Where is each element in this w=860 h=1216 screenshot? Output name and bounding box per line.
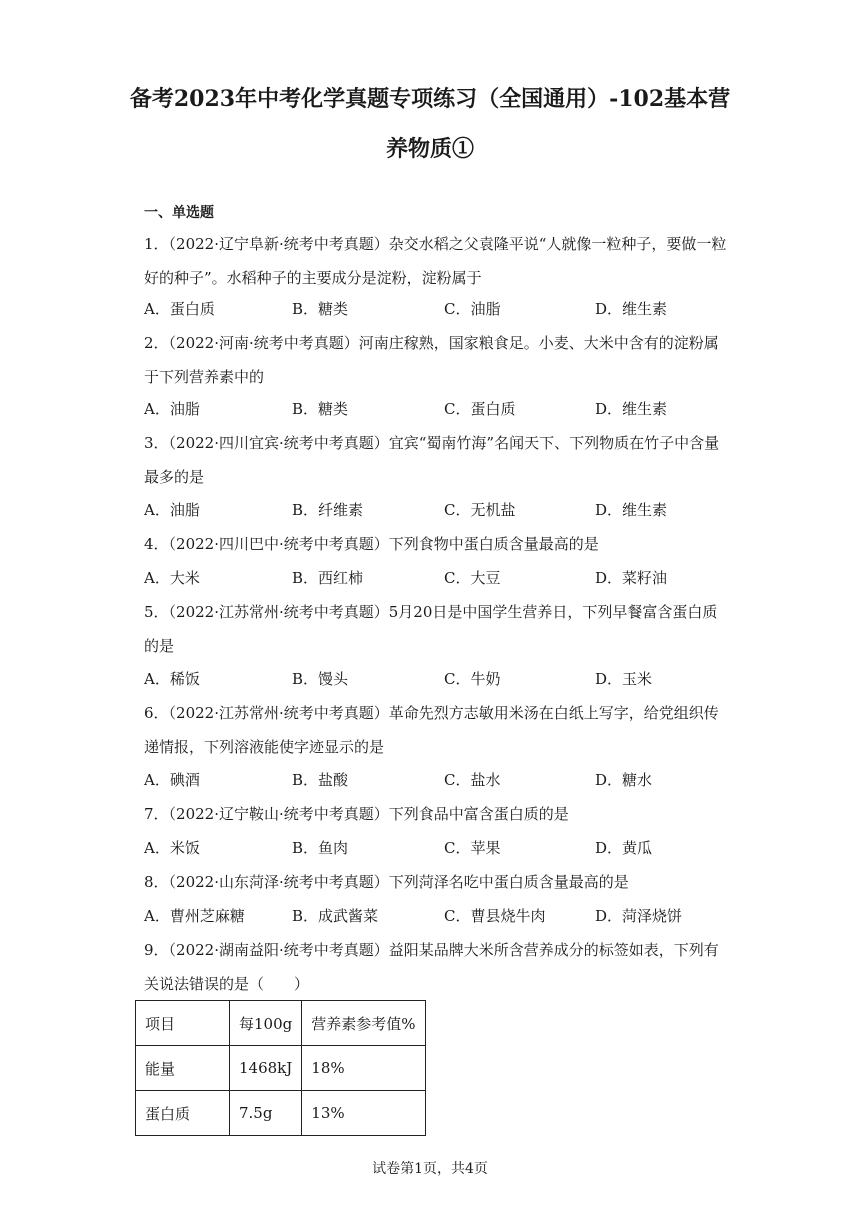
option-c[interactable]: C．盐水: [444, 771, 501, 789]
option-d[interactable]: D．维生素: [595, 300, 668, 318]
question-5-options: [144, 662, 720, 696]
table-header-cell: 项目: [136, 1001, 230, 1046]
question-9: [144, 933, 720, 1001]
option-d[interactable]: D．菜籽油: [595, 569, 668, 587]
option-c[interactable]: C．大豆: [444, 569, 501, 587]
table-row: [136, 1091, 426, 1136]
question-1: [144, 227, 727, 295]
question-line: 4．（2022·四川巴中·统考中考真题）下列食物中蛋白质含量最高的是: [144, 535, 599, 553]
option-a[interactable]: A．碘酒: [144, 771, 200, 789]
question-8: [144, 865, 720, 899]
option-c[interactable]: C．牛奶: [444, 670, 501, 688]
question-6: [144, 696, 720, 764]
question-5: [144, 595, 720, 663]
question-2: [144, 326, 720, 394]
option-c[interactable]: C．无机盐: [444, 501, 516, 519]
question-line: 3．（2022·四川宜宾·统考中考真题）宜宾“蜀南竹海”名闻天下、下列物质在竹子中含量: [144, 434, 720, 452]
question-line: 于下列营养素中的: [144, 368, 265, 386]
nutrition-table: [135, 1000, 426, 1136]
question-line: 5．（2022·江苏常州·统考中考真题）5月20日是中国学生营养日，下列早餐富含蛋白质: [144, 603, 718, 621]
option-d[interactable]: D．菏泽烧饼: [595, 907, 683, 925]
option-b[interactable]: B．鱼肉: [292, 839, 349, 857]
table-row: [136, 1046, 426, 1091]
option-a[interactable]: A．油脂: [144, 400, 200, 418]
question-7-options: [144, 831, 720, 865]
option-a[interactable]: A．大米: [144, 569, 200, 587]
question-line: 好的种子”。水稻种子的主要成分是淀粉，淀粉属于: [144, 269, 482, 287]
option-c[interactable]: C．苹果: [444, 839, 501, 857]
option-b[interactable]: B．纤维素: [292, 501, 364, 519]
option-c[interactable]: C．油脂: [444, 300, 501, 318]
title-line-2: 养物质①: [385, 136, 474, 162]
option-a[interactable]: A．油脂: [144, 501, 200, 519]
question-line: 关说法错误的是（ ）: [144, 975, 310, 993]
table-cell: 18%: [302, 1046, 425, 1091]
question-line: 9．（2022·湖南益阳·统考中考真题）益阳某品牌大米所含营养成分的标签如表，下列有: [144, 941, 719, 959]
option-b[interactable]: B．糖类: [292, 300, 349, 318]
option-b[interactable]: B．馒头: [292, 670, 349, 688]
question-6-options: [144, 763, 720, 797]
option-d[interactable]: D．糖水: [595, 771, 653, 789]
table-cell: 蛋白质: [136, 1091, 230, 1136]
question-line: 7．（2022·辽宁鞍山·统考中考真题）下列食品中富含蛋白质的是: [144, 805, 569, 823]
section-heading: 一、单选题: [144, 205, 214, 221]
question-3: [144, 426, 720, 494]
option-b[interactable]: B．成武酱菜: [292, 907, 379, 925]
table-cell: 能量: [136, 1046, 230, 1091]
table-cell: 7.5g: [230, 1091, 302, 1136]
question-4: [144, 527, 720, 561]
option-d[interactable]: D．玉米: [595, 670, 653, 688]
table-cell: 1468kJ: [230, 1046, 302, 1091]
question-8-options: [144, 899, 720, 933]
question-line: 6．（2022·江苏常州·统考中考真题）革命先烈方志敏用米汤在白纸上写字，给党组织传: [144, 704, 719, 722]
option-b[interactable]: B．糖类: [292, 400, 349, 418]
question-4-options: [144, 561, 720, 595]
question-1-options: [144, 292, 720, 326]
question-2-options: [144, 392, 720, 426]
option-d[interactable]: D．维生素: [595, 400, 668, 418]
question-7: [144, 797, 720, 831]
table-header-cell: 每100g: [230, 1001, 302, 1046]
question-line: 最多的是: [144, 468, 205, 486]
option-a[interactable]: A．米饭: [144, 839, 200, 857]
option-d[interactable]: D．维生素: [595, 501, 668, 519]
table-header-row: [136, 1001, 426, 1046]
option-c[interactable]: C．蛋白质: [444, 400, 516, 418]
question-line: 8．（2022·山东菏泽·统考中考真题）下列菏泽名吃中蛋白质含量最高的是: [144, 873, 629, 891]
option-a[interactable]: A．曹州芝麻糖: [144, 907, 245, 925]
page-title: [100, 74, 760, 174]
option-a[interactable]: A．蛋白质: [144, 300, 215, 318]
option-b[interactable]: B．西红柿: [292, 569, 364, 587]
table-cell: 13%: [302, 1091, 425, 1136]
option-c[interactable]: C．曹县烧牛肉: [444, 907, 546, 925]
question-line: 2．（2022·河南·统考中考真题）河南庄稼熟，国家粮食足。小麦、大米中含有的淀粉属: [144, 334, 719, 352]
option-d[interactable]: D．黄瓜: [595, 839, 653, 857]
title-line-1: 备考2023年中考化学真题专项练习（全国通用）-102基本营: [129, 86, 731, 112]
table-header-cell: 营养素参考值%: [302, 1001, 425, 1046]
question-line: 的是: [144, 637, 175, 655]
option-b[interactable]: B．盐酸: [292, 771, 349, 789]
question-line: 1．（2022·辽宁阜新·统考中考真题）杂交水稻之父袁隆平说“人就像一粒种子，要做一粒: [144, 235, 727, 253]
question-3-options: [144, 493, 720, 527]
page-footer: 试卷第1页，共4页: [372, 1161, 488, 1177]
option-a[interactable]: A．稀饭: [144, 670, 200, 688]
question-line: 递情报，下列溶液能使字迹显示的是: [144, 738, 385, 756]
